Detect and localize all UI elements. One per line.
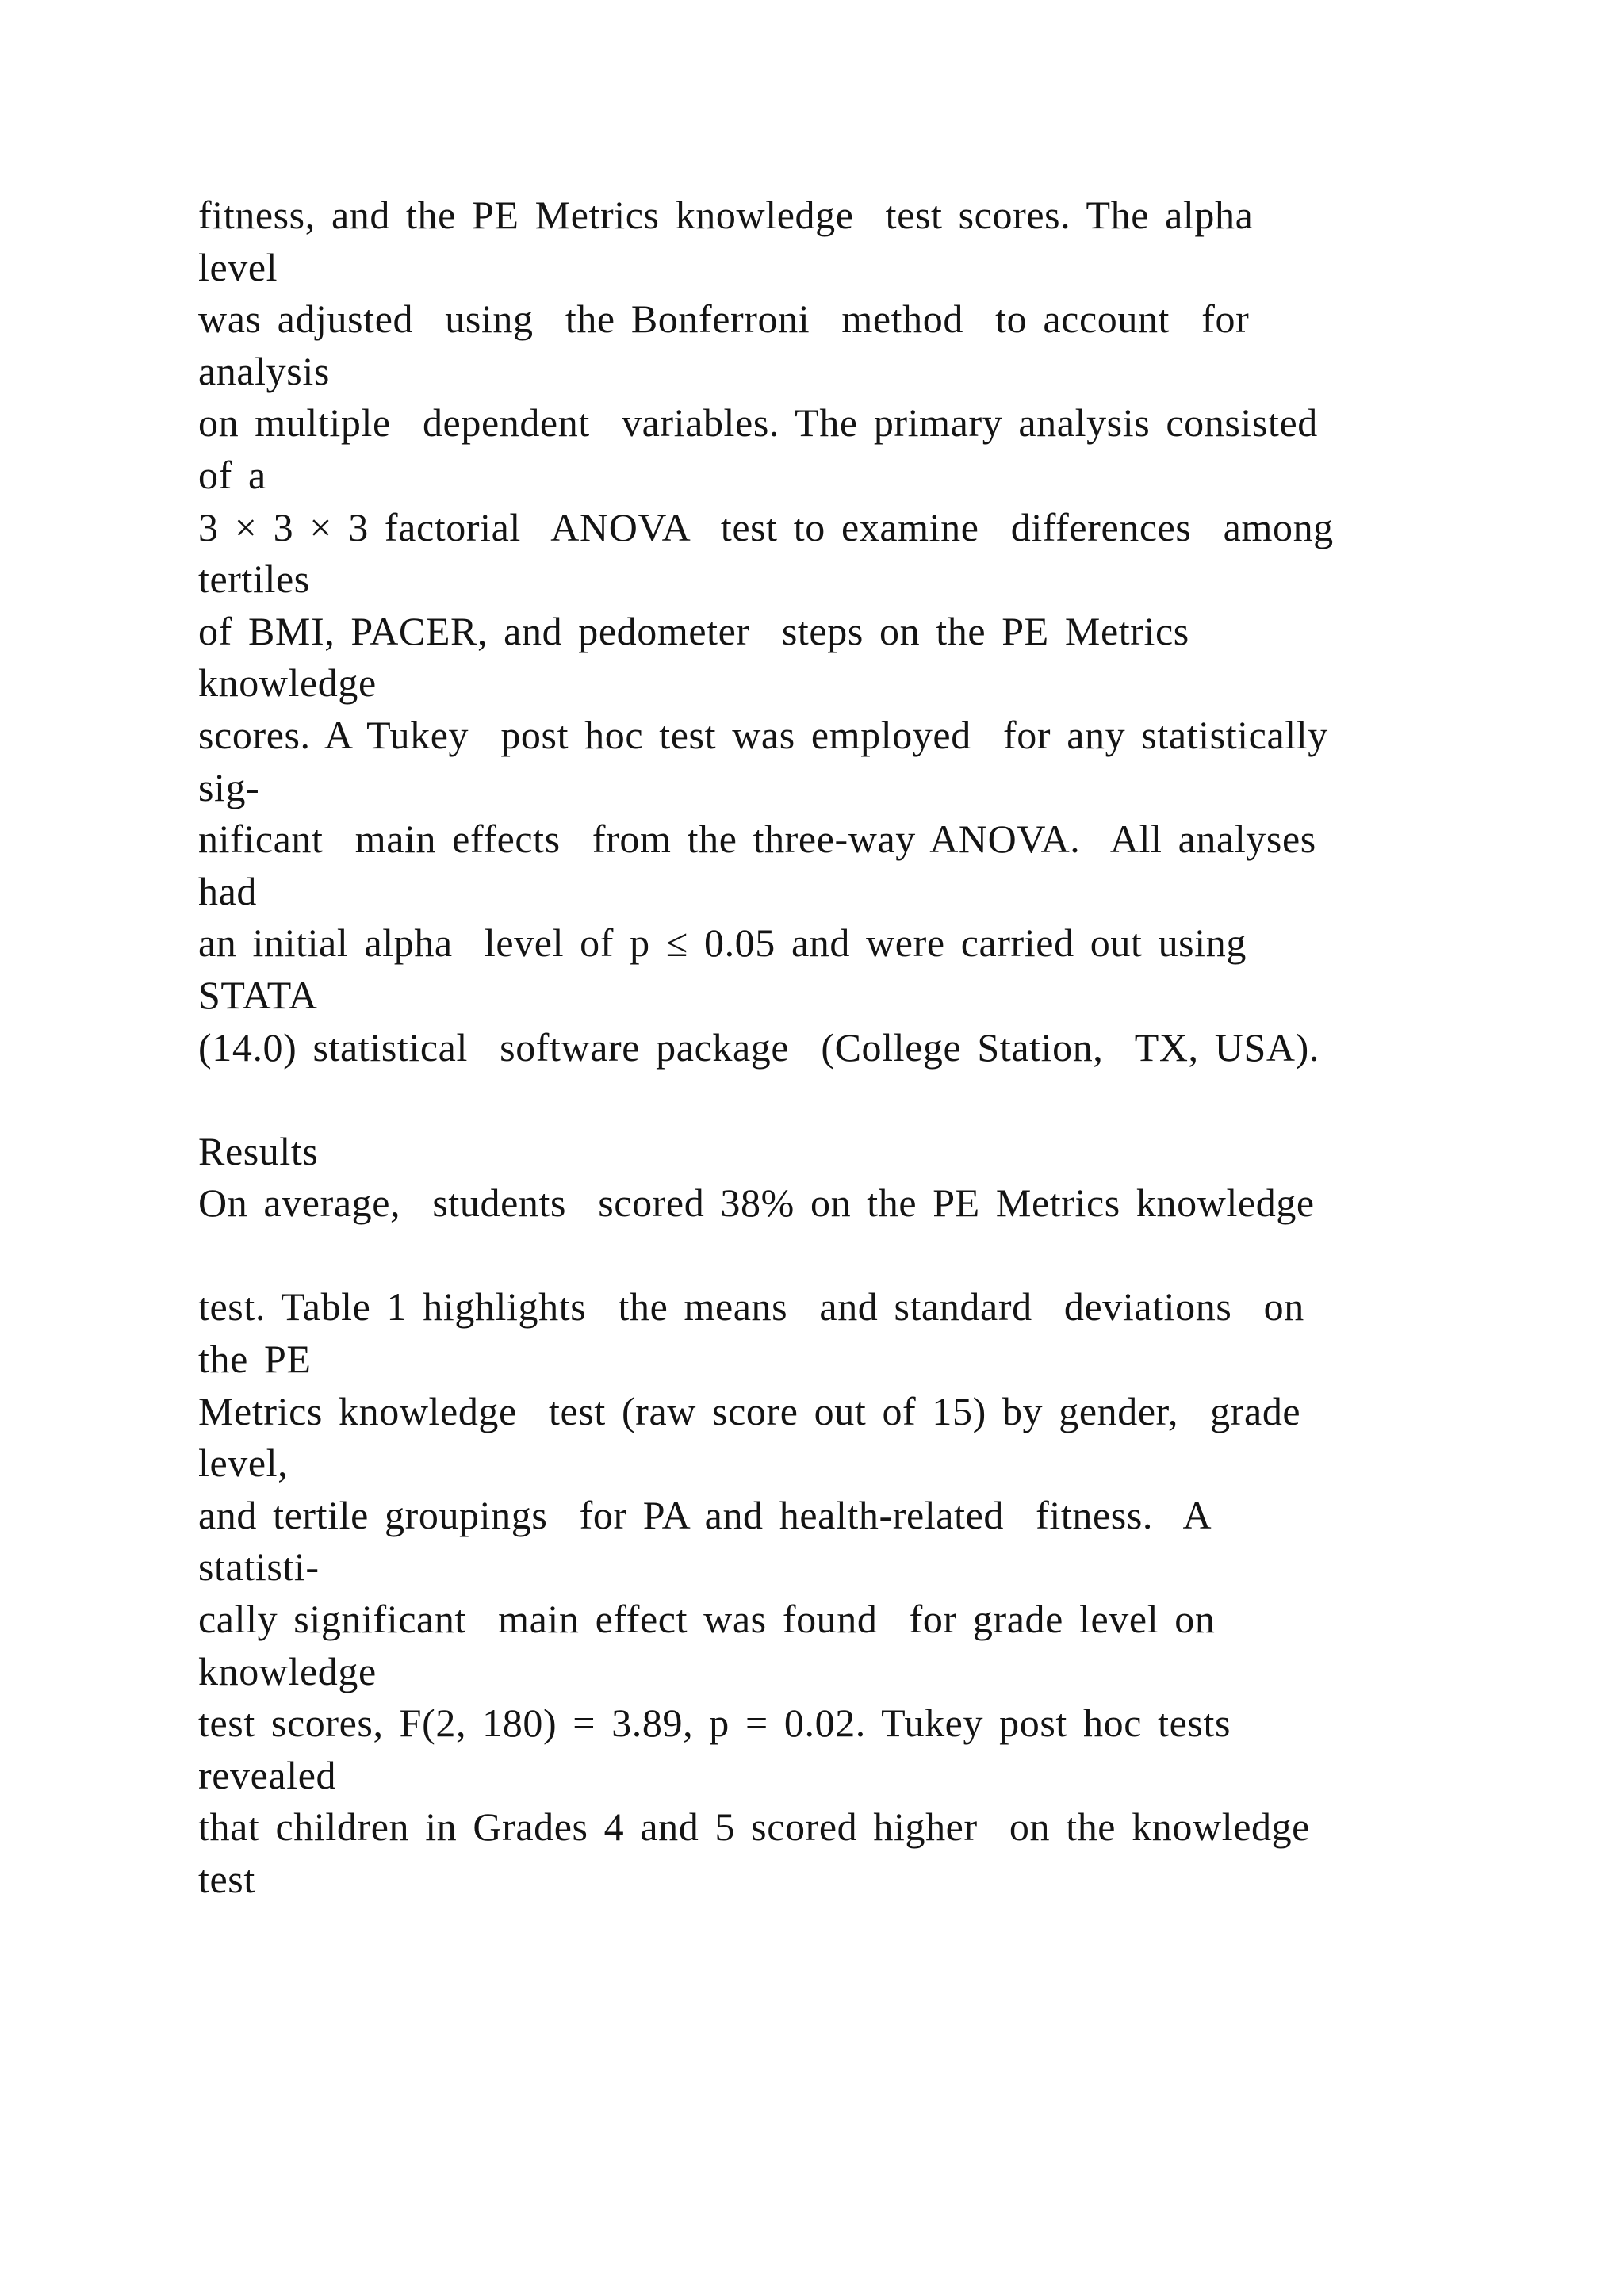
text-line: the PE — [198, 1337, 312, 1382]
blank-line — [198, 1230, 1546, 1282]
section-heading-results: Results — [198, 1128, 319, 1173]
text-line: analysis — [198, 348, 330, 393]
text-line: test scores, F(2, 180) = 3.89, p = 0.02. Tukey post hoc tests — [198, 1701, 1231, 1746]
text-line: nificant main effects from the three-way ANOVA. All analyses — [198, 817, 1316, 862]
text-line: an initial alpha level of p ≤ 0.05 and were carried out using — [198, 920, 1247, 966]
text-line: was adjusted using the Bonferroni method to account for — [198, 297, 1250, 342]
text-line: statisti- — [198, 1544, 320, 1590]
text-line: On average, students scored 38% on the PE Metrics knowledge — [198, 1181, 1315, 1226]
text-line: (14.0) statistical software package (College Station, TX, USA). — [198, 1024, 1320, 1070]
text-line: scores. A Tukey post hoc test was employed for any statistically — [198, 712, 1328, 757]
text-line: of BMI, PACER, and pedometer steps on the PE Metrics — [198, 608, 1189, 653]
text-line: knowledge — [198, 660, 377, 706]
text-line: revealed — [198, 1752, 337, 1797]
text-line: tertiles — [198, 557, 310, 602]
text-line: test — [198, 1857, 255, 1901]
text-line: test. Table 1 highlights the means and standard deviations on — [198, 1284, 1304, 1330]
blank-line — [198, 1073, 1546, 1126]
text-line: fitness, and the PE Metrics knowledge test scores. The alpha — [198, 193, 1254, 237]
text-line: had — [198, 868, 257, 913]
text-line: sig- — [198, 764, 260, 809]
text-line: knowledge — [198, 1648, 377, 1693]
text-line: of a — [198, 452, 266, 497]
text-line: on multiple dependent variables. The primary analysis consisted — [198, 400, 1318, 446]
text-line: level — [198, 244, 278, 289]
text-line: Metrics knowledge test (raw score out of 15) by gender, grade — [198, 1388, 1301, 1433]
text-line: and tertile groupings for PA and health-related fitness. A — [198, 1492, 1212, 1537]
text-line: cally significant main effect was found for grade level on — [198, 1597, 1216, 1642]
text-line: level, — [198, 1441, 289, 1486]
text-line: 3 × 3 × 3 factorial ANOVA test to examine differences among — [198, 504, 1334, 549]
text-line: that children in Grades 4 and 5 scored higher on the knowledge — [198, 1804, 1310, 1850]
text-line: STATA — [198, 972, 318, 1017]
body-text — [198, 189, 1546, 1906]
